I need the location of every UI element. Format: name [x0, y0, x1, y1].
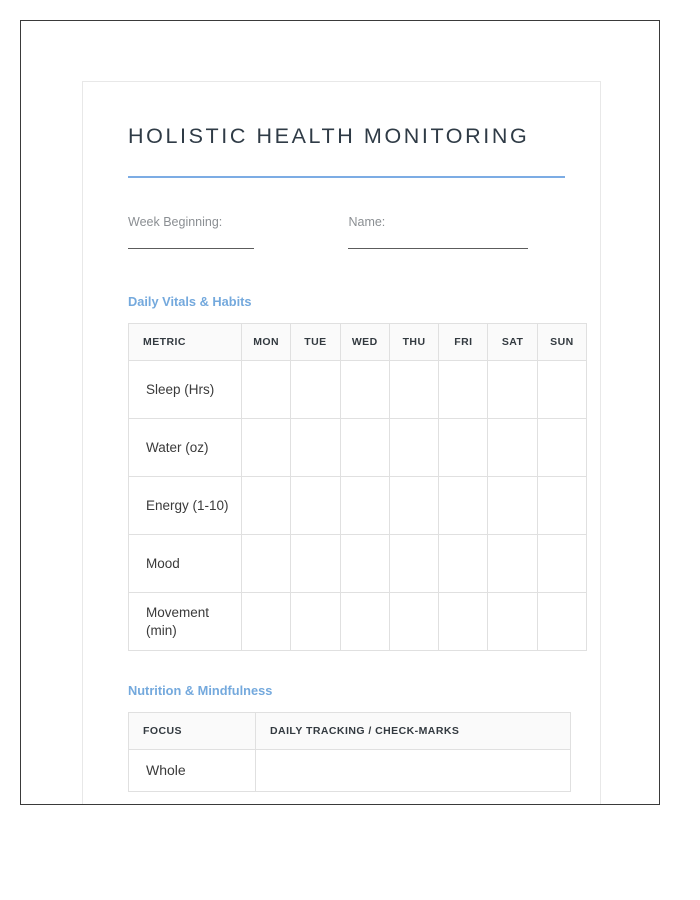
vitals-col-sun: SUN: [537, 324, 586, 361]
name-input[interactable]: [348, 248, 528, 249]
vitals-cell[interactable]: [389, 477, 438, 535]
page-card: [82, 81, 601, 805]
title-divider: [128, 176, 565, 178]
vitals-cell[interactable]: [537, 419, 586, 477]
week-beginning-input[interactable]: [128, 248, 254, 249]
vitals-cell[interactable]: [340, 477, 389, 535]
vitals-table: [128, 323, 587, 651]
vitals-cell[interactable]: [242, 477, 291, 535]
table-row: [129, 419, 587, 477]
table-row: [129, 593, 587, 651]
vitals-cell[interactable]: [340, 535, 389, 593]
tracking-cell[interactable]: [256, 750, 571, 792]
vitals-cell[interactable]: [488, 593, 537, 651]
table-row: [129, 535, 587, 593]
nutrition-col-tracking: DAILY TRACKING / CHECK-MARKS: [256, 713, 571, 750]
vitals-cell[interactable]: [439, 593, 488, 651]
metric-label: Water (oz): [129, 419, 242, 477]
nutrition-table: [128, 712, 571, 792]
page-content: [83, 82, 600, 792]
vitals-cell[interactable]: [488, 361, 537, 419]
name-field: [348, 215, 562, 249]
document-frame: [20, 20, 660, 805]
metric-label: Mood: [129, 535, 242, 593]
vitals-cell[interactable]: [340, 419, 389, 477]
vitals-col-thu: THU: [389, 324, 438, 361]
week-beginning-field: [128, 215, 348, 249]
nutrition-header-row: [129, 713, 571, 750]
vitals-cell[interactable]: [291, 477, 340, 535]
vitals-cell[interactable]: [242, 419, 291, 477]
vitals-cell[interactable]: [537, 593, 586, 651]
vitals-cell[interactable]: [242, 593, 291, 651]
vitals-cell[interactable]: [488, 477, 537, 535]
metric-label: Sleep (Hrs): [129, 361, 242, 419]
vitals-cell[interactable]: [537, 361, 586, 419]
vitals-col-metric: METRIC: [129, 324, 242, 361]
vitals-cell[interactable]: [340, 361, 389, 419]
vitals-cell[interactable]: [537, 477, 586, 535]
meta-fields: [128, 215, 562, 249]
vitals-cell[interactable]: [242, 535, 291, 593]
vitals-cell[interactable]: [291, 593, 340, 651]
vitals-col-tue: TUE: [291, 324, 340, 361]
section-heading-nutrition: Nutrition & Mindfulness: [128, 683, 273, 699]
metric-label: Energy (1-10): [129, 477, 242, 535]
focus-label: Whole: [129, 750, 256, 792]
vitals-cell[interactable]: [439, 419, 488, 477]
vitals-cell[interactable]: [439, 535, 488, 593]
vitals-cell[interactable]: [389, 419, 438, 477]
vitals-cell[interactable]: [242, 361, 291, 419]
vitals-cell[interactable]: [488, 419, 537, 477]
vitals-col-wed: WED: [340, 324, 389, 361]
name-label: Name:: [348, 214, 386, 229]
vitals-header-row: [129, 324, 587, 361]
table-row: [129, 750, 571, 792]
vitals-cell[interactable]: [389, 593, 438, 651]
vitals-cell[interactable]: [389, 535, 438, 593]
vitals-col-fri: FRI: [439, 324, 488, 361]
vitals-col-mon: MON: [242, 324, 291, 361]
table-row: [129, 361, 587, 419]
nutrition-col-focus: FOCUS: [129, 713, 256, 750]
metric-label: Movement (min): [129, 593, 242, 651]
week-beginning-label: Week Beginning:: [128, 214, 223, 229]
vitals-col-sat: SAT: [488, 324, 537, 361]
vitals-cell[interactable]: [291, 361, 340, 419]
vitals-cell[interactable]: [439, 477, 488, 535]
vitals-cell[interactable]: [291, 535, 340, 593]
vitals-cell[interactable]: [340, 593, 389, 651]
table-row: [129, 477, 587, 535]
vitals-cell[interactable]: [439, 361, 488, 419]
page-title: HOLISTIC HEALTH MONITORING: [128, 124, 530, 148]
vitals-cell[interactable]: [537, 535, 586, 593]
vitals-cell[interactable]: [488, 535, 537, 593]
vitals-cell[interactable]: [389, 361, 438, 419]
section-heading-vitals: Daily Vitals & Habits: [128, 293, 252, 309]
vitals-cell[interactable]: [291, 419, 340, 477]
